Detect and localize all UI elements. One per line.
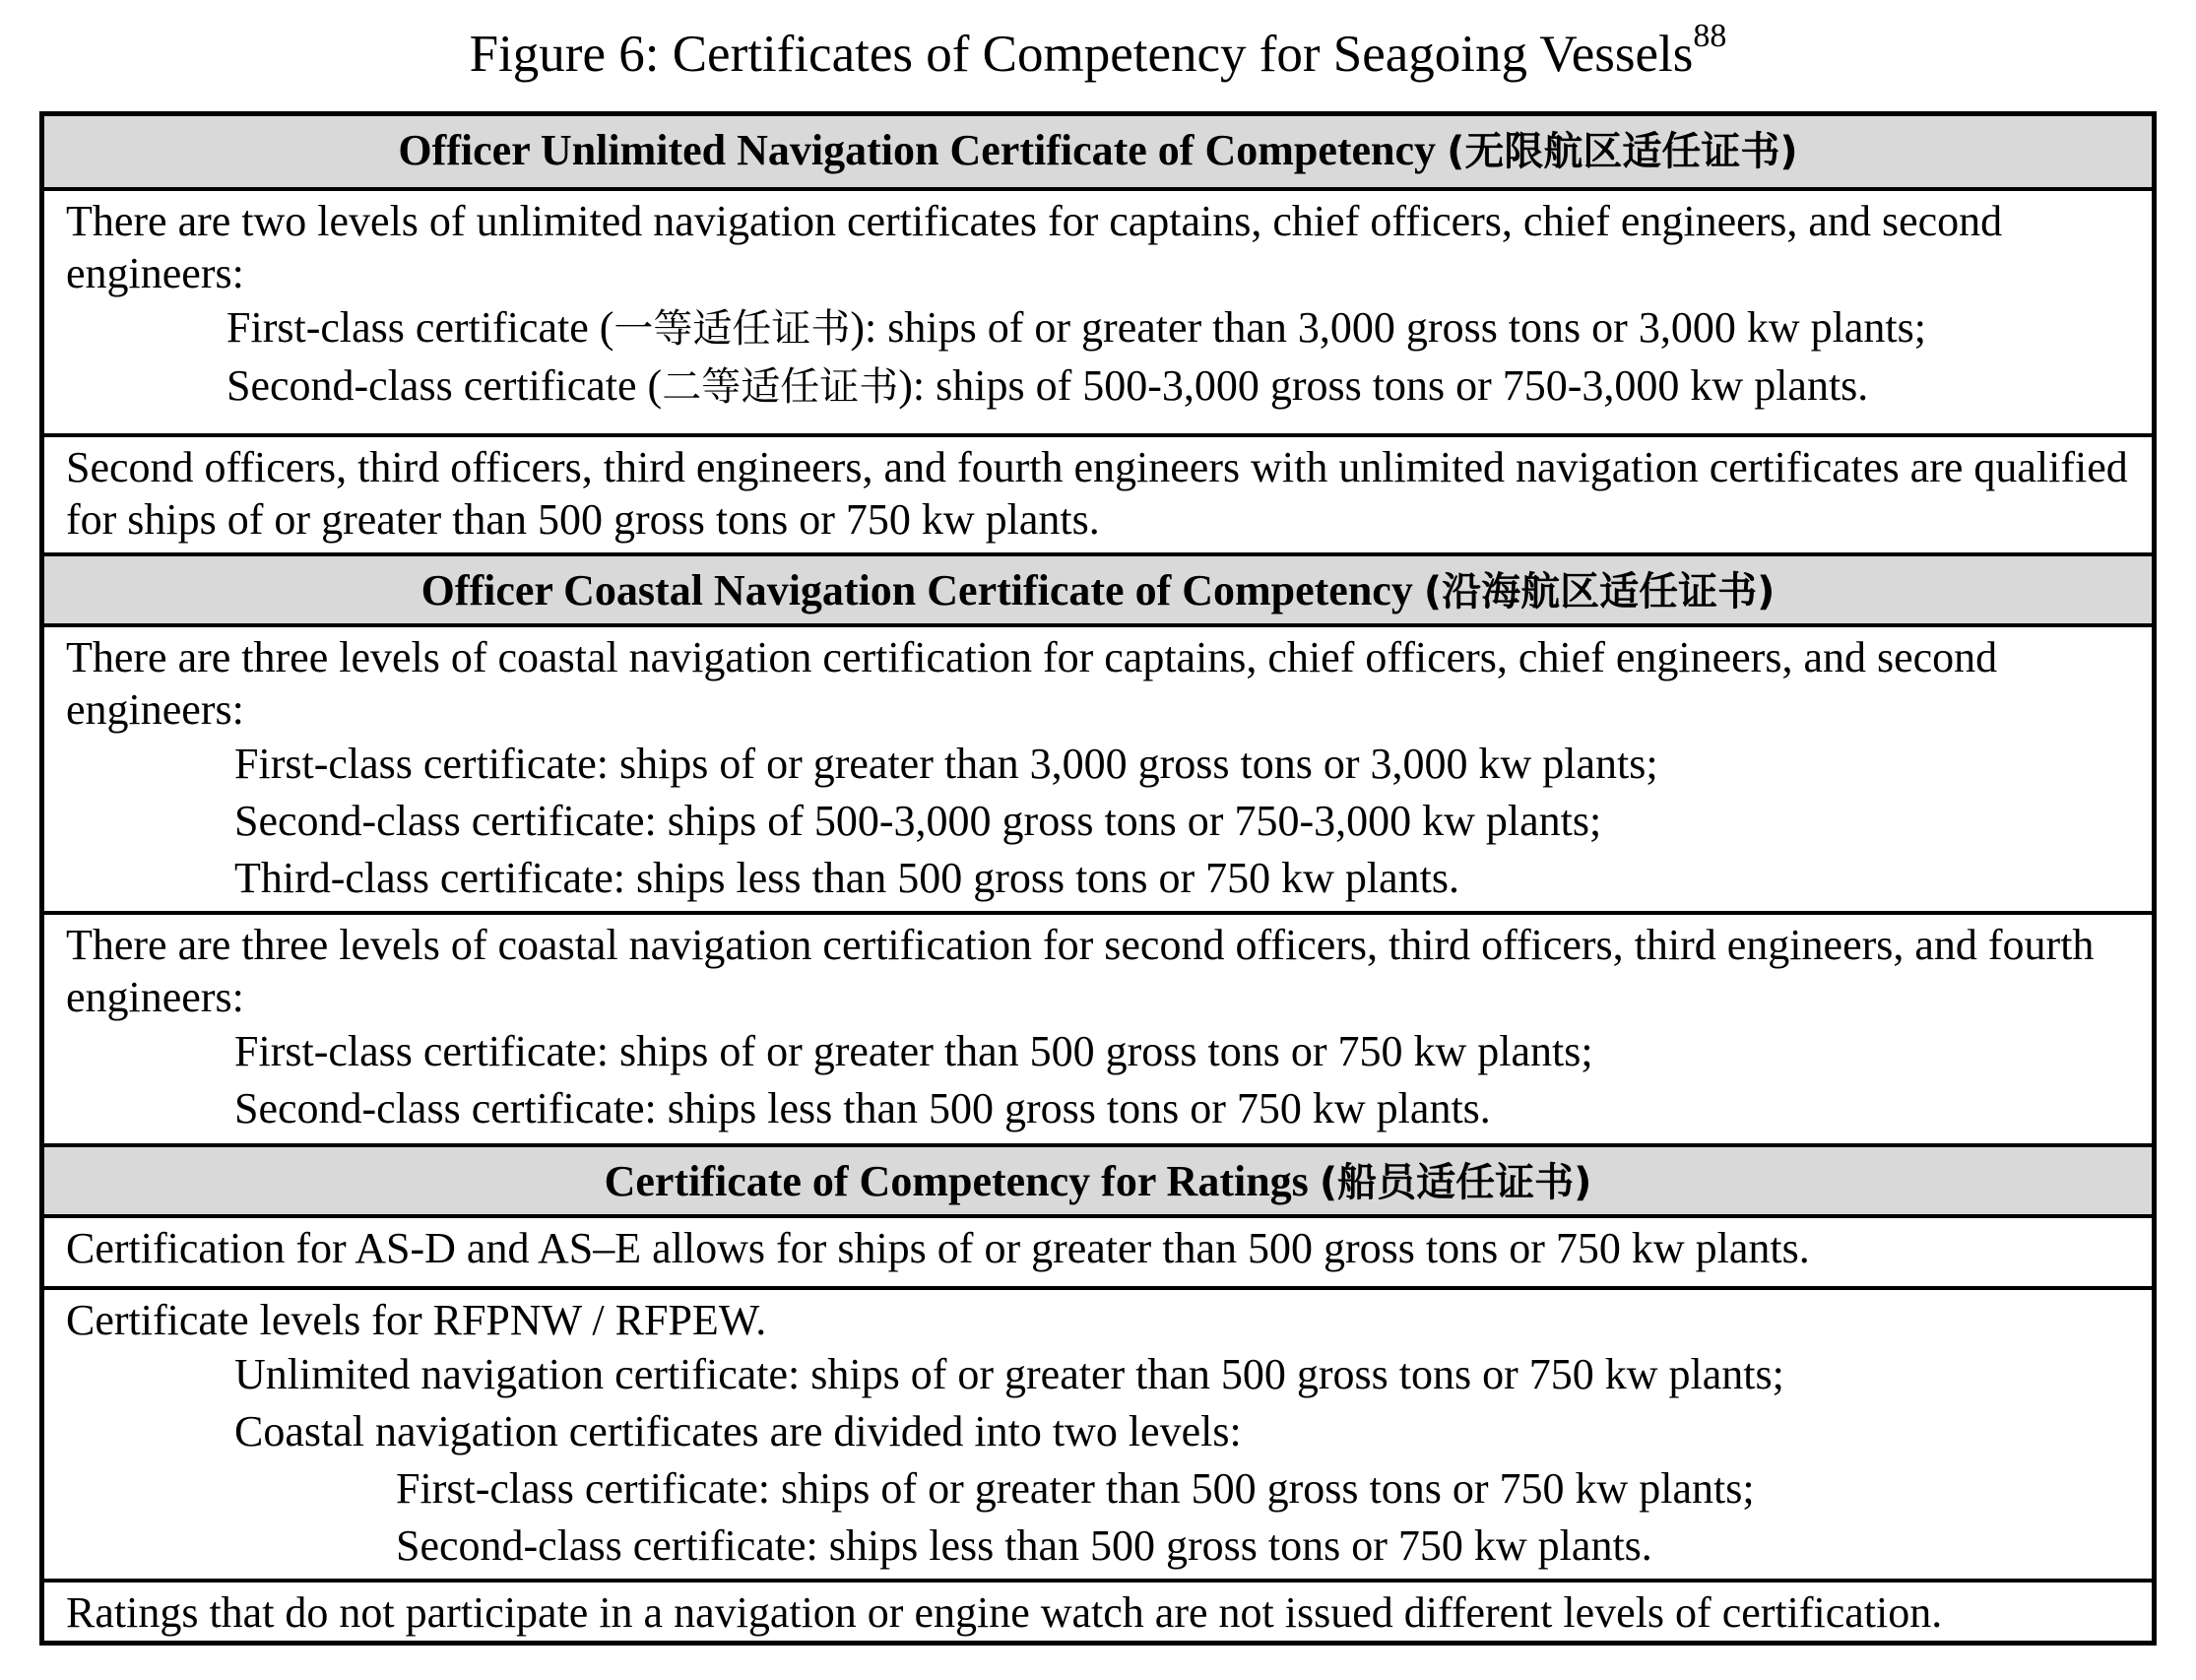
unlimited-first-rest: ): ships of or greater than 3,000 gross tons or 3,000 kw plants; — [850, 303, 1926, 352]
certificate-table — [39, 111, 2157, 1646]
unlimited-first-cn: 一等适任证书 — [614, 306, 851, 352]
ratings-rfp-coastal: Coastal navigation certificates are divided into two levels: — [234, 1407, 1242, 1455]
coastal-senior-intro: There are three levels of coastal navigation certification for captains, chief officers, chief engineers, and second engineers: — [66, 633, 1998, 734]
section-header-unlimited-cn: (无限航区适任证书) — [1447, 129, 1798, 174]
coastal-senior-item: First-class certificate: ships of or greater than 3,000 gross tons or 3,000 kw plants; — [234, 740, 1658, 788]
ratings-rfp-coastal-item: Second-class certificate: ships less than 500 gross tons or 750 kw plants. — [396, 1521, 1652, 1570]
coastal-senior-row — [44, 623, 2152, 911]
unlimited-junior-text: Second officers, third officers, third engineers, and fourth engineers with unlimited navigation certificates are qualified for ships of or greater than 500 gross tons or 750 kw plants. — [66, 443, 2128, 544]
footnote-marker: 88 — [1693, 18, 1727, 55]
section-header-ratings-text: Certificate of Competency for Ratings — [604, 1157, 1309, 1205]
coastal-junior-row — [44, 911, 2152, 1143]
unlimited-senior-row — [44, 187, 2152, 433]
ratings-rfp-intro: Certificate levels for RFPNW / RFPEW. — [66, 1296, 767, 1344]
ratings-asd-text: Certification for AS-D and AS–E allows for ships of or greater than 500 gross tons or 750 kw plants. — [66, 1224, 1810, 1272]
section-header-coastal — [44, 552, 2152, 623]
unlimited-first-class — [66, 299, 2130, 357]
unlimited-senior-intro: There are two levels of unlimited navigation certificates for captains, chief officers, chief engineers, and second engineers: — [66, 197, 2003, 297]
unlimited-second-cn: 二等适任证书 — [662, 364, 899, 410]
unlimited-first-label: First-class certificate ( — [226, 303, 614, 352]
ratings-no-watch-text: Ratings that do not participate in a navigation or engine watch are not issued different levels of certification. — [66, 1588, 1943, 1637]
coastal-senior-item: Second-class certificate: ships of 500-3,000 gross tons or 750-3,000 kw plants; — [234, 797, 1602, 845]
coastal-junior-item: First-class certificate: ships of or greater than 500 gross tons or 750 kw plants; — [234, 1027, 1593, 1075]
ratings-no-watch-row — [44, 1579, 2152, 1641]
coastal-senior-item: Third-class certificate: ships less than 500 gross tons or 750 kw plants. — [234, 854, 1460, 902]
unlimited-junior-row — [44, 433, 2152, 552]
ratings-rfp-unlimited: Unlimited navigation certificate: ships of or greater than 500 gross tons or 750 kw plants; — [234, 1350, 1784, 1398]
section-header-coastal-cn: (沿海航区适任证书) — [1423, 569, 1776, 614]
section-header-coastal-text: Officer Coastal Navigation Certificate of Competency — [420, 566, 1413, 614]
coastal-junior-intro: There are three levels of coastal navigation certification for second officers, third officers, third engineers, and fourth engineers: — [66, 921, 2095, 1021]
ratings-rfp-coastal-item: First-class certificate: ships of or greater than 500 gross tons or 750 kw plants; — [396, 1464, 1755, 1513]
section-header-unlimited-text: Officer Unlimited Navigation Certificate of Competency — [398, 126, 1437, 174]
figure-title-text: Figure 6: Certificates of Competency for Seagoing Vessels — [469, 26, 1694, 83]
section-header-ratings-cn: (船员适任证书) — [1319, 1160, 1592, 1205]
figure-title — [0, 18, 2196, 87]
section-header-unlimited — [44, 116, 2152, 187]
unlimited-second-label: Second-class certificate ( — [226, 361, 663, 410]
coastal-junior-item: Second-class certificate: ships less than 500 gross tons or 750 kw plants. — [234, 1084, 1491, 1132]
section-header-ratings — [44, 1143, 2152, 1214]
ratings-rfp-row — [44, 1286, 2152, 1579]
unlimited-second-class — [66, 357, 2130, 416]
ratings-asd-row — [44, 1214, 2152, 1286]
unlimited-second-rest: ): ships of 500-3,000 gross tons or 750-3,000 kw plants. — [898, 361, 1869, 410]
